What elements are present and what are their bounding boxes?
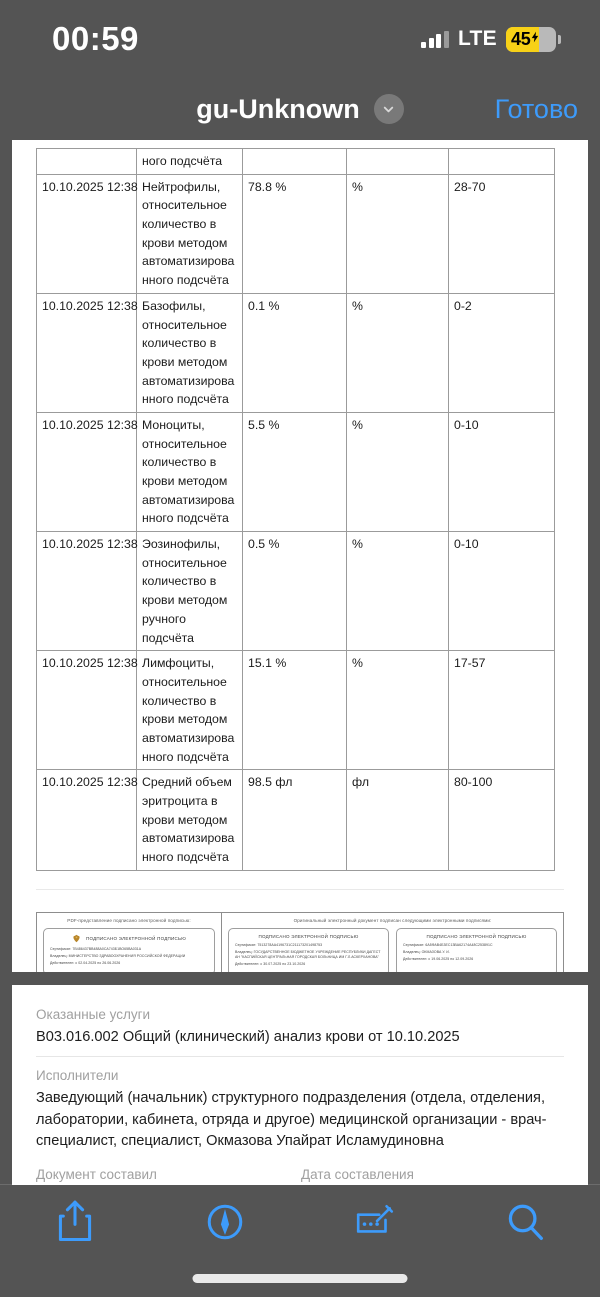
pdf-page[interactable] — [12, 140, 588, 972]
page-title: gu-Unknown — [196, 93, 360, 124]
performers-value: Заведующий (начальник) структурного подразделения (отдела, отделения, лаборатории, кабинета, отряда и другое) медицинской организации - врач-специалист, специалист, Окмазова Упайрат Исламудиновна — [36, 1090, 547, 1150]
cell-value: 98.5 фл — [243, 770, 347, 870]
author-label: Документ составил — [36, 1166, 157, 1182]
bottom-toolbar — [0, 1185, 600, 1297]
table-row — [37, 174, 555, 293]
nav-bar — [0, 78, 600, 140]
done-button[interactable]: Готово — [494, 93, 578, 124]
home-indicator[interactable] — [193, 1274, 408, 1283]
owner-line: Владелец: ОКМАЗОВА У. И. — [403, 949, 450, 954]
annotate-icon[interactable] — [354, 1198, 396, 1251]
divider — [36, 889, 564, 890]
certificate-line: Сертификат: 6А5ФАВ4Б3ЕС13ВА62174А48С253891С — [403, 942, 493, 947]
coat-of-arms-seal-icon — [72, 934, 81, 943]
cell-value: 5.5 % — [243, 412, 347, 531]
cell-unit: % — [347, 293, 449, 412]
cell-datetime — [37, 149, 137, 175]
date-label: Дата составления — [301, 1166, 414, 1182]
signature-card — [43, 928, 215, 972]
battery-percent-label: 45 — [511, 28, 531, 49]
certificate-line: Сертификат: 7В486437ВВ488А0СА743Б1ВО65ВА031А — [50, 946, 142, 951]
table-row — [37, 770, 555, 870]
cell-value: 0.5 % — [243, 532, 347, 651]
table-row — [37, 532, 555, 651]
performers-label: Исполнители — [36, 1068, 119, 1084]
chevron-down-icon[interactable] — [374, 94, 404, 124]
cell-reference: 0-2 — [449, 293, 555, 412]
table-row — [37, 651, 555, 770]
status-indicators — [421, 27, 556, 52]
signature-left-heading: PDF-представление подписано электронной подписью: — [67, 917, 191, 923]
signature-card-title: ПОДПИСАНО ЭЛЕКТРОННОЙ ПОДПИСЬЮ — [426, 933, 527, 939]
signature-cards-row — [228, 928, 557, 972]
cell-name: Эозинофилы, относительное количество в крови методом ручного подсчёта — [137, 532, 243, 651]
share-button[interactable] — [0, 1198, 150, 1251]
battery-icon — [506, 27, 556, 52]
network-type-label: LTE — [457, 27, 497, 50]
markup-pen-icon[interactable] — [204, 1198, 246, 1251]
validity-line: Действителен: с 02.04.2025 по 26.06.2026 — [50, 960, 121, 965]
certificate-line: Сертификат: 7513278АА4196731С211173201498753 — [235, 942, 323, 947]
details-card[interactable] — [12, 985, 588, 1185]
table-row — [37, 149, 555, 175]
cell-datetime: 10.10.2025 12:38 — [37, 412, 137, 531]
annotate-button[interactable] — [300, 1198, 450, 1251]
cell-value — [243, 149, 347, 175]
cell-unit: % — [347, 532, 449, 651]
owner-line: Владелец: МИНИСТЕРСТВО ЗДРАВООХРАНЕНИЯ РОССИЙСКОЙ ФЕДЕРАЦИИ — [50, 953, 186, 958]
markup-button[interactable] — [150, 1198, 300, 1251]
cell-unit: % — [347, 651, 449, 770]
signature-left-panel — [37, 913, 222, 972]
cell-unit — [347, 149, 449, 175]
share-icon[interactable] — [54, 1198, 96, 1251]
validity-line: Действителен: с 30.07.2025 по 23.10.2026 — [235, 962, 306, 966]
cell-name: Моноциты, относительное количество в крови методом автоматизированного подсчёта — [137, 412, 243, 531]
cell-datetime: 10.10.2025 12:38 — [37, 770, 137, 870]
table-row — [37, 293, 555, 412]
search-button[interactable] — [450, 1198, 600, 1251]
cell-name: Базофилы, относительное количество в крови методом автоматизированного подсчёта — [137, 293, 243, 412]
cell-reference: 0-10 — [449, 532, 555, 651]
signature-card — [396, 928, 557, 972]
status-bar — [0, 0, 600, 78]
signature-card-title: ПОДПИСАНО ЭЛЕКТРОННОЙ ПОДПИСЬЮ — [258, 933, 359, 939]
signature-right-heading: Оригинальный электронный документ подписан следующими электронными подписями: — [293, 917, 492, 923]
cellular-signal-icon — [421, 31, 449, 48]
cell-reference — [449, 149, 555, 175]
cell-value: 15.1 % — [243, 651, 347, 770]
cell-datetime: 10.10.2025 12:38 — [37, 532, 137, 651]
cell-datetime: 10.10.2025 12:38 — [37, 293, 137, 412]
cell-name: Нейтрофилы, относительное количество в крови методом автоматизированного подсчёта — [137, 174, 243, 293]
cell-name: Средний объем эритроцита в крови методом автоматизированного подсчёта — [137, 770, 243, 870]
cell-reference: 80-100 — [449, 770, 555, 870]
charging-bolt-icon — [529, 29, 542, 50]
cell-datetime: 10.10.2025 12:38 — [37, 651, 137, 770]
signature-card — [228, 928, 389, 972]
cell-name: ного подсчёта — [137, 149, 243, 175]
cell-reference: 28-70 — [449, 174, 555, 293]
signature-card-title-row — [50, 934, 208, 943]
cell-value: 0.1 % — [243, 293, 347, 412]
signature-block — [36, 912, 564, 972]
services-label: Оказанные услуги — [36, 1007, 151, 1022]
cell-datetime: 10.10.2025 12:38 — [37, 174, 137, 293]
cell-value: 78.8 % — [243, 174, 347, 293]
validity-line: Действителен: с 19.06.2025 по 12.09.2026 — [403, 956, 474, 961]
owner-line: Владелец: ГОСУДАРСТВЕННОЕ БЮДЖЕТНОЕ УЧРЕЖДЕНИЕ РЕСПУБЛИКИ ДАГЕСТАН "КАСПИЙСКАЯ ЦЕНТРАЛЬНАЯ ГОРОДСКАЯ БОЛЬНИЦА ИМ Г.Л.АСКЕРХАНОВА" — [235, 949, 381, 959]
status-clock: 00:59 — [52, 20, 139, 57]
cell-name: Лимфоциты, относительное количество в крови методом автоматизированного подсчёта — [137, 651, 243, 770]
services-value: B03.016.002 Общий (клинический) анализ крови от 10.10.2025 — [36, 1029, 460, 1045]
signature-card-title: ПОДПИСАНО ЭЛЕКТРОННОЙ ПОДПИСЬЮ — [85, 935, 186, 941]
author-date-row — [36, 1167, 564, 1185]
cell-unit: фл — [347, 770, 449, 870]
lab-results-table — [36, 148, 555, 871]
table-row — [37, 412, 555, 531]
cell-unit: % — [347, 174, 449, 293]
cell-reference: 17-57 — [449, 651, 555, 770]
cell-reference: 0-10 — [449, 412, 555, 531]
divider — [36, 1056, 564, 1057]
signature-right-panel — [222, 913, 563, 972]
search-icon[interactable] — [504, 1198, 546, 1251]
cell-unit: % — [347, 412, 449, 531]
